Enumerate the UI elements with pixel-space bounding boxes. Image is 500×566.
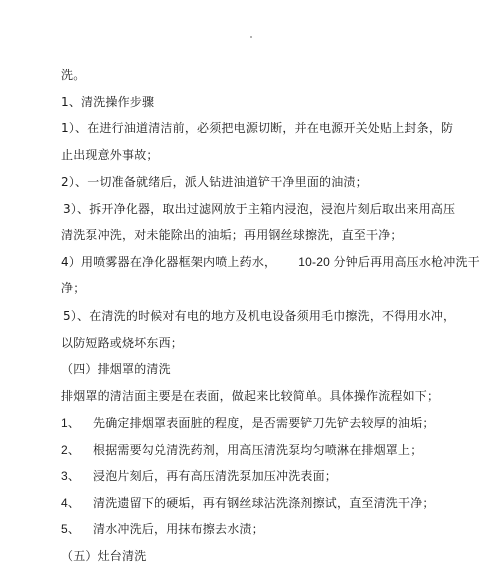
text-line <box>61 120 453 136</box>
section-heading <box>61 548 146 564</box>
section-heading <box>61 94 154 110</box>
text: 清洗泵冲洗，对未能除出的油垢；再用钢丝球擦洗，直至干净； <box>61 228 403 243</box>
section-heading <box>61 361 171 377</box>
heading-text: 1、清洗操作步骤 <box>61 94 155 109</box>
item-number: 1、 <box>61 416 81 431</box>
text-line <box>61 335 183 351</box>
text: 洗。 <box>61 68 86 82</box>
text: 10-20 分钟后再用高压水枪冲洗干 <box>298 254 480 269</box>
text: 1）、在进行油道清洁前，必须把电源切断，并在电源开关处贴上封条，防 <box>61 121 454 136</box>
text: 排烟罩的清洁面主要是在表面，做起来比较简单。具体操作流程如下； <box>61 388 440 403</box>
text: 5）、在清洗的时候对有电的地方及机电设备须用毛巾擦洗，不得用水冲， <box>63 309 456 323</box>
text: 止出现意外事故； <box>61 147 159 162</box>
item-number: 3、 <box>61 469 81 484</box>
item-text: 清洗遗留下的硬垢，再有钢丝球沾洗涤剂擦试，直至清洗干净； <box>93 495 435 510</box>
heading-text: （五）灶台清洗 <box>61 549 147 563</box>
item-number: 5、 <box>61 522 81 537</box>
text-line <box>61 388 439 404</box>
item-text: 清水冲洗后，用抹布擦去水渍； <box>93 522 264 537</box>
text: 2）、一切准备就绪后，派人钻进油道铲干净里面的油渍； <box>61 175 368 190</box>
item-number: 4、 <box>61 495 81 510</box>
item-text: 浸泡片刻后，再有高压清洗泵加压冲洗表面； <box>93 469 338 484</box>
text: 3）、拆开净化器，取出过滤网放于主箱内浸泡，浸泡片刻后取出来用高压 <box>63 201 456 216</box>
item-text: 根据需要勾兑清洗药剂，用高压清洗泵均匀喷淋在排烟罩上； <box>93 442 423 457</box>
item-text: 先确定排烟罩表面脏的程度，是否需要铲刀先铲去较厚的油垢； <box>93 416 435 431</box>
text-line <box>61 147 159 163</box>
page-mark <box>250 36 252 38</box>
list-item <box>61 468 337 484</box>
text-line <box>63 308 455 324</box>
text: 净； <box>61 281 86 296</box>
list-item <box>61 521 264 537</box>
heading-text: （四）排烟罩的清洗 <box>61 362 171 377</box>
text-line <box>61 174 368 190</box>
text-line <box>61 67 85 83</box>
text-line <box>63 201 455 217</box>
list-item <box>61 442 422 458</box>
item-number: 2、 <box>61 442 81 457</box>
text-line <box>61 280 85 296</box>
list-item <box>61 495 435 511</box>
text-line <box>61 227 403 243</box>
text-line <box>61 254 480 270</box>
text: 以防短路或烧坏东西； <box>61 335 184 350</box>
list-item <box>61 415 435 431</box>
text: 4）用喷雾器在净化器框架内喷上药水， <box>61 254 277 269</box>
